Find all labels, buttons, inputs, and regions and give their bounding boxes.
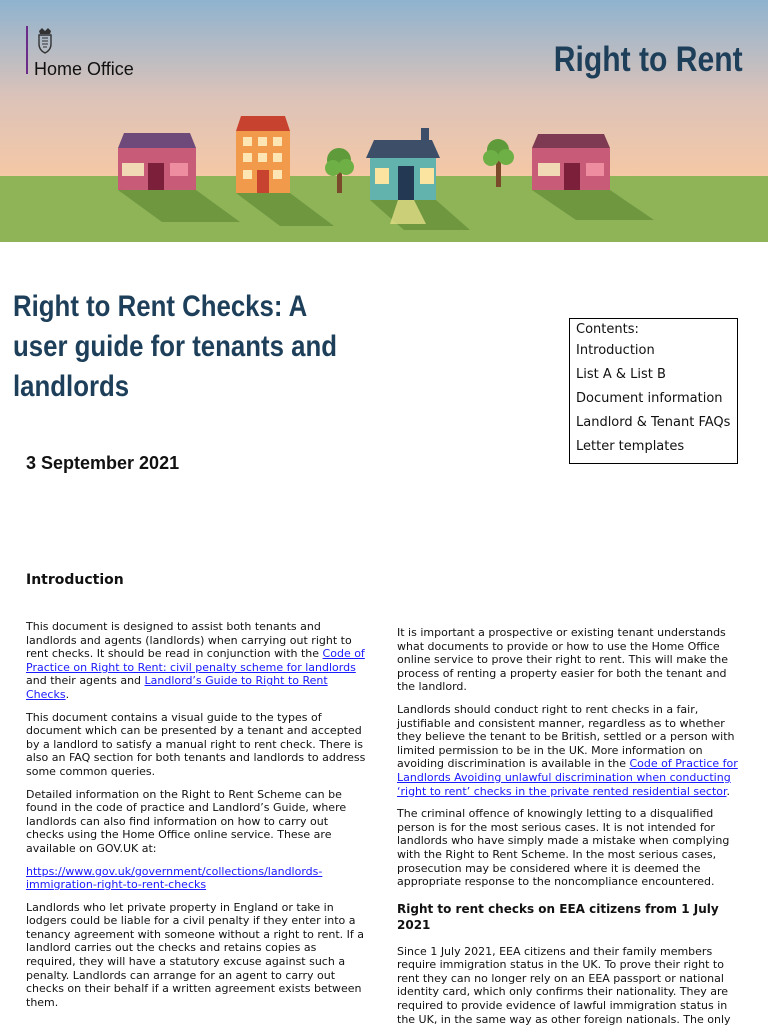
eea-section-heading: Right to rent checks on EEA citizens from 1 July 2021 (397, 901, 719, 932)
body-paragraph (397, 703, 747, 798)
contents-heading: Contents: (576, 322, 639, 337)
text-run: and their agents and (26, 674, 145, 688)
logo-divider (26, 26, 28, 74)
org-name: Home Office (34, 59, 134, 79)
contents-item-lists[interactable]: List A & List B (576, 367, 666, 382)
text-run: This document is designed to assist both tenants and landlords and agents (landlords) when carrying out right to rent checks. It should be read in conjunction with the (26, 620, 352, 661)
intro-paragraph: Landlords who let private property in England or take in lodgers could be liable for a civil penalty if they enter into a tenancy agreement with someone without a right to rent. If a landlord carries out the checks and retains copies as required, they will have a statutory excuse against such a penalty. Landlords can arrange for an agent to carry out checks on their behalf if a written agreement exists between them. (26, 900, 365, 1009)
contents-item-letter-templates[interactable]: Letter templates (576, 439, 685, 454)
discrimination-code-link[interactable]: Code of Practice for Landlords Avoiding unlawful discrimination when conducting ‘right to rent’ checks in the private rented residential sector (397, 757, 738, 798)
contents-item-document-information[interactable]: Document information (576, 391, 723, 406)
gov-uk-link-paragraph (26, 865, 368, 892)
gov-uk-link[interactable]: https://www.gov.uk/government/collections/landlords-immigration-right-to-rent-checks (26, 864, 323, 892)
contents-item-introduction[interactable]: Introduction (576, 343, 655, 358)
landlords-guide-link[interactable]: Landlord’s Guide to Right to Rent Checks (26, 674, 328, 701)
introduction-heading: Introduction (26, 572, 124, 588)
intro-paragraph (26, 620, 368, 702)
banner-title: Right to Rent (554, 40, 743, 79)
document-date: 3 September 2021 (26, 453, 180, 473)
intro-paragraph: This document contains a visual guide to the types of document which can be presented by a tenant and accepted by a landlord to satisfy a manual right to rent check. There is also an FAQ section for both tenants and landlords to address some common queries. (26, 710, 366, 778)
header-banner (0, 0, 768, 242)
text-run: . (65, 687, 70, 701)
left-column (26, 620, 368, 1018)
right-column (397, 626, 747, 1035)
text-run: Landlords should conduct right to rent checks in a fair, justifiable and consistent manner, regardless as to whether they believe the tenant to be British, settled or a person with limited permission to be in the UK. More information on avoiding discrimination is available in the (397, 702, 735, 771)
body-paragraph: Since 1 July 2021, EEA citizens and their family members require immigration status in the UK. To prove their right to rent they can no longer rely on an EEA passport or national identity card, which only confirms their nationality. They are required to provide evidence of lawful immigration status in the UK, in the same way as other foreign nationals. The only (397, 944, 731, 1026)
intro-paragraph: Detailed information on the Right to Rent Scheme can be found in the code of practice and Landlord’s Guide, where landlords can also find information on how to carry out checks using the Home Office online service. These are available on GOV.UK at: (26, 787, 347, 855)
house-icon (118, 133, 196, 190)
house-icon (532, 134, 610, 190)
village-illustration (0, 0, 768, 242)
body-paragraph: The criminal offence of knowingly letting to a disqualified person is for the most serious cases. It is not intended for landlords who have simply made a mistake when complying with the Right to Rent Scheme. In the most serious cases, prosecution may be considered where it is deemed the appropriate response to the noncompliance encountered. (397, 807, 730, 889)
body-paragraph: It is important a prospective or existing tenant understands what documents to provide or how to use the Home Office online service to prove their right to rent. This will make the process of renting a property easier for both the tenant and the landlord. (397, 626, 728, 694)
code-of-practice-link[interactable]: Code of Practice on Right to Rent: civil penalty scheme for landlords (26, 647, 365, 674)
royal-crest-icon (35, 28, 55, 54)
contents-item-faqs[interactable]: Landlord & Tenant FAQs (576, 415, 731, 430)
text-run: . (726, 784, 731, 798)
contents-box (569, 318, 738, 464)
document-title: Right to Rent Checks: A user guide for tenants and landlords (13, 290, 337, 403)
house-icon (236, 116, 290, 193)
